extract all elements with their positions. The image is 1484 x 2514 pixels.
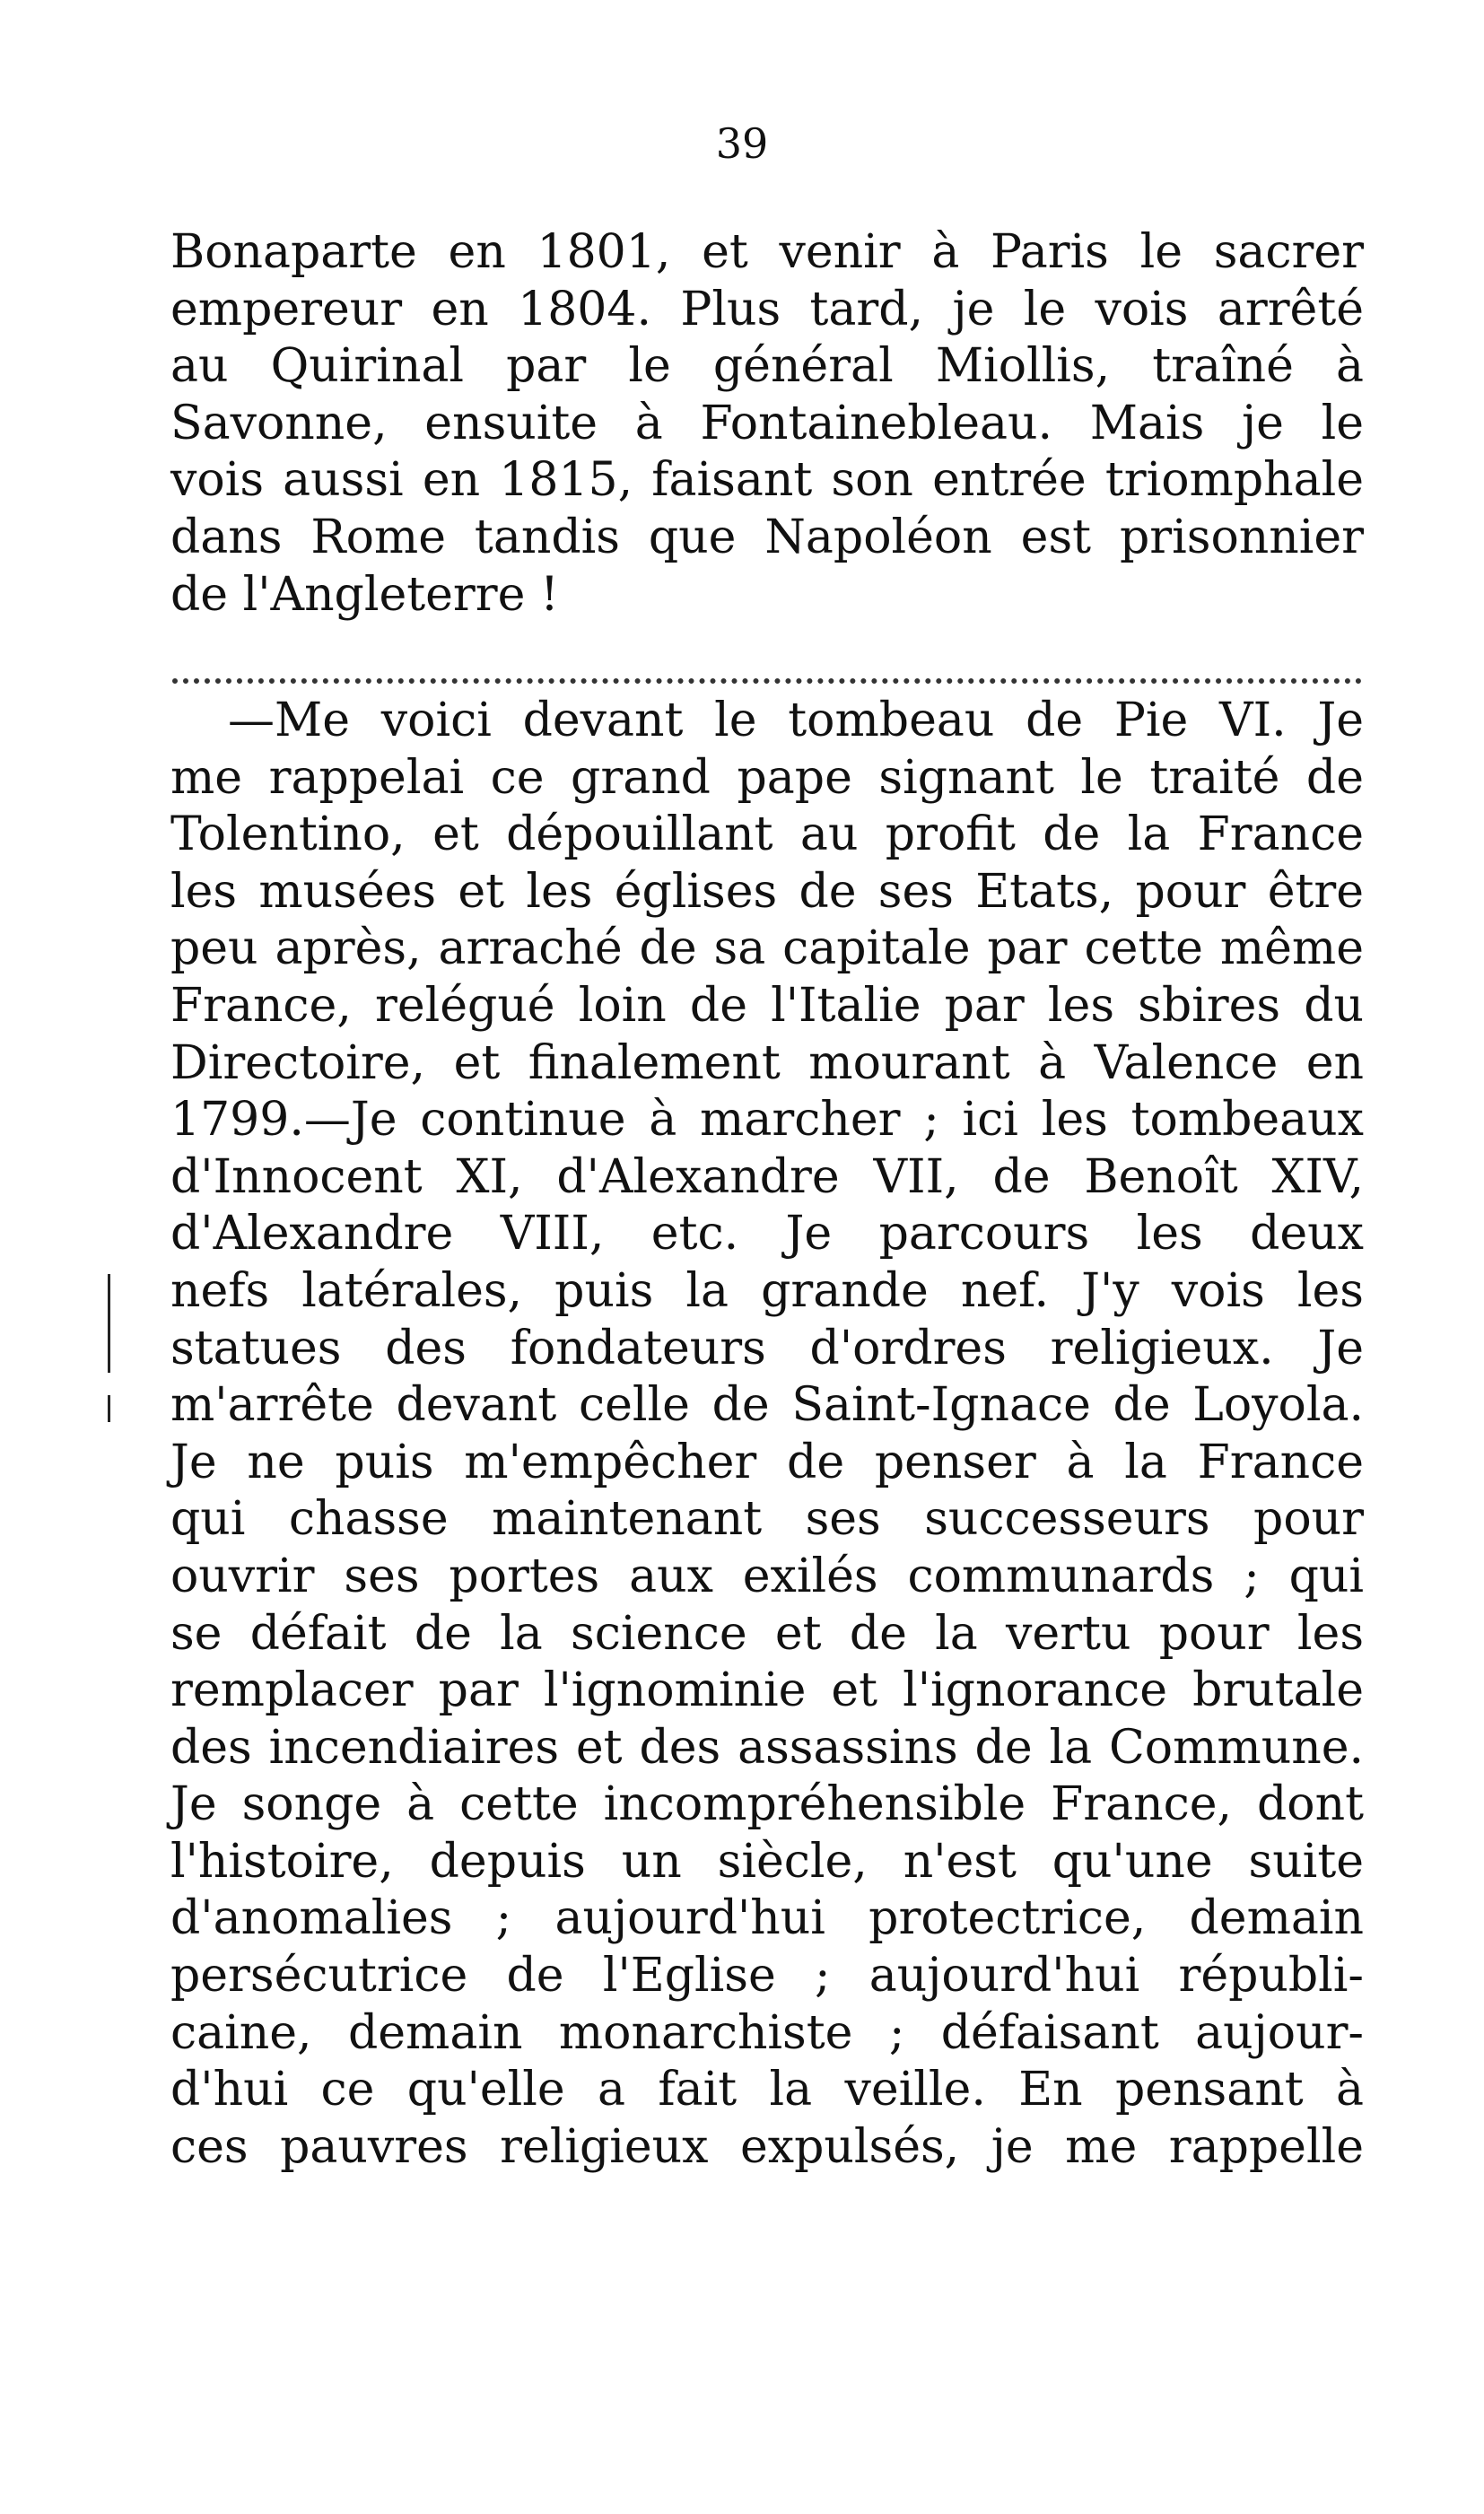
- text-line: me rappelai ce grand pape signant le traité de: [170, 750, 1364, 805]
- text-line: de l'Angleterre !: [170, 567, 559, 622]
- text-line: remplacer par l'ignominie et l'ignorance brutale: [170, 1663, 1364, 1718]
- text-line: d'Innocent XI, d'Alexandre VII, de Benoît XIV,: [170, 1149, 1364, 1204]
- text-line: au Quirinal par le général Miollis, traîné à: [170, 339, 1364, 394]
- text-line: dans Rome tandis que Napoléon est prisonnier: [170, 510, 1364, 564]
- text-line: qui chasse maintenant ses successeurs pour: [170, 1492, 1364, 1547]
- text-line: ces pauvres religieux expulsés, je me rappelle: [170, 2119, 1364, 2174]
- paragraph-1: [170, 224, 1364, 624]
- text-line: des incendiaires et des assassins de la Commune.: [170, 1720, 1364, 1775]
- text-line: l'histoire, depuis un siècle, n'est qu'une suite: [170, 1834, 1364, 1889]
- text-line: 1799.—Je continue à marcher ; ici les tombeaux: [170, 1093, 1364, 1148]
- dotted-separator: [172, 678, 1362, 684]
- text-line: peu après, arraché de sa capitale par cette même: [170, 921, 1364, 976]
- text-line: empereur en 1804. Plus tard, je le vois arrêté: [170, 282, 1364, 336]
- text-line: d'hui ce qu'elle a fait la veille. En pensant à: [170, 2063, 1364, 2117]
- text-line: d'anomalies ; aujourd'hui protectrice, demain: [170, 1891, 1364, 1946]
- text-line: vois aussi en 1815, faisant son entrée triomphale: [170, 453, 1364, 508]
- text-line: caine, demain monarchiste ; défaisant aujour-: [170, 2005, 1364, 2060]
- page-number: 39: [715, 119, 769, 168]
- text-line: les musées et les églises de ses Etats, pour être: [170, 864, 1364, 919]
- text-line: Savonne, ensuite à Fontainebleau. Mais je le: [170, 396, 1364, 450]
- margin-scan-mark: [108, 1274, 110, 1373]
- text-line: France, relégué loin de l'Italie par les sbires du: [170, 978, 1364, 1033]
- text-line: Directoire, et finalement mourant à Valence en: [170, 1035, 1364, 1090]
- text-line: Je songe à cette incompréhensible France, dont: [170, 1777, 1364, 1832]
- text-line: persécutrice de l'Eglise ; aujourd'hui républi-: [170, 1949, 1364, 2003]
- text-line: ouvrir ses portes aux exilés communards ; qui: [170, 1549, 1364, 1603]
- text-line: statues des fondateurs d'ordres religieux. Je: [170, 1321, 1364, 1375]
- text-line: m'arrête devant celle de Saint-Ignace de Loyola.: [170, 1378, 1364, 1433]
- text-line: d'Alexandre VIII, etc. Je parcours les deux: [170, 1207, 1364, 1261]
- text-line: Bonaparte en 1801, et venir à Paris le sacrer: [170, 225, 1364, 279]
- text-line: —Me voici devant le tombeau de Pie VI. Je: [228, 694, 1364, 747]
- text-line: se défait de la science et de la vertu pour les: [170, 1606, 1364, 1661]
- text-line: Tolentino, et dépouillant au profit de la France: [170, 807, 1364, 862]
- text-line: Je ne puis m'empêcher de penser à la France: [170, 1435, 1364, 1489]
- margin-scan-mark: [108, 1395, 110, 1422]
- text-line: nefs latérales, puis la grande nef. J'y vois les: [170, 1263, 1364, 1318]
- paragraph-2: [170, 693, 1364, 2176]
